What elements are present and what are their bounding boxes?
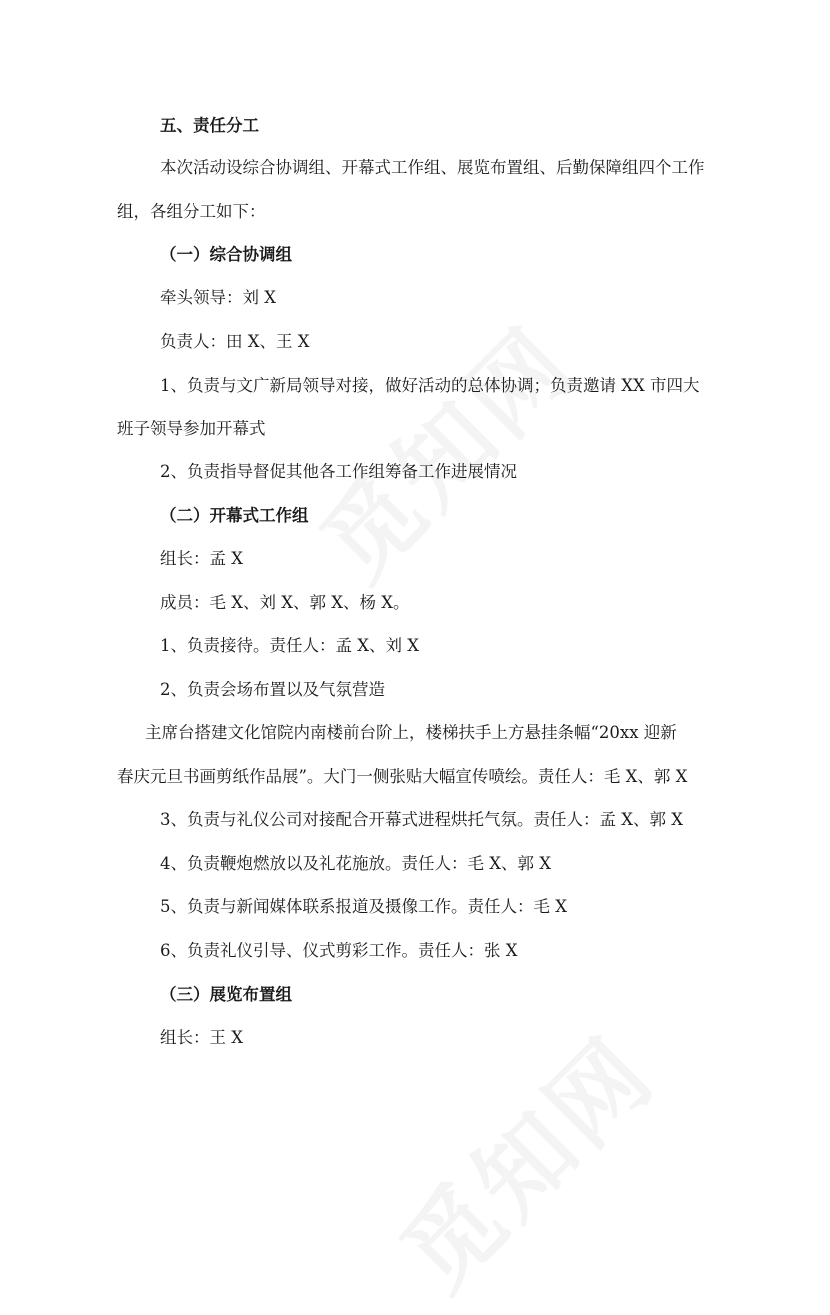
paragraph-line: 3、负责与礼仪公司对接配合开幕式进程烘托气氛。责任人：孟 X、郭 X bbox=[160, 810, 683, 829]
subsection-heading: （二）开幕式工作组 bbox=[160, 506, 309, 525]
paragraph-line: 主席台搭建文化馆院内南楼前台阶上，楼梯扶手上方悬挂条幅“20xx 迎新 bbox=[145, 723, 677, 742]
paragraph-line: 1、负责与文广新局领导对接，做好活动的总体协调；负责邀请 XX 市四大 bbox=[160, 376, 700, 395]
paragraph-line: 本次活动设综合协调组、开幕式工作组、展览布置组、后勤保障组四个工作 bbox=[160, 158, 705, 177]
subsection-heading: （三）展览布置组 bbox=[160, 985, 292, 1004]
section-heading: 五、责任分工 bbox=[160, 116, 259, 135]
paragraph-line: 组长：王 X bbox=[160, 1028, 243, 1047]
paragraph-line: 春庆元旦书画剪纸作品展”。大门一侧张贴大幅宣传喷绘。责任人：毛 X、郭 X bbox=[117, 767, 688, 786]
paragraph-line: 组，各组分工如下： bbox=[117, 202, 266, 221]
paragraph-line: 2、负责指导督促其他各工作组筹备工作进展情况 bbox=[160, 462, 517, 481]
paragraph-line: 5、负责与新闻媒体联系报道及摄像工作。责任人：毛 X bbox=[160, 897, 567, 916]
paragraph-line: 班子领导参加开幕式 bbox=[117, 419, 266, 438]
paragraph-line: 1、负责接待。责任人：孟 X、刘 X bbox=[160, 636, 419, 655]
paragraph-line: 4、负责鞭炮燃放以及礼花施放。责任人：毛 X、郭 X bbox=[160, 854, 551, 873]
paragraph-line: 6、负责礼仪引导、仪式剪彩工作。责任人：张 X bbox=[160, 941, 518, 960]
subsection-heading: （一）综合协调组 bbox=[160, 245, 292, 264]
paragraph-line: 组长：孟 X bbox=[160, 549, 243, 568]
paragraph-line: 负责人：田 X、王 X bbox=[160, 332, 310, 351]
paragraph-line: 2、负责会场布置以及气氛营造 bbox=[160, 680, 385, 699]
paragraph-line: 成员：毛 X、刘 X、郭 X、杨 X。 bbox=[160, 593, 410, 612]
paragraph-line: 牵头领导：刘 X bbox=[160, 288, 276, 307]
